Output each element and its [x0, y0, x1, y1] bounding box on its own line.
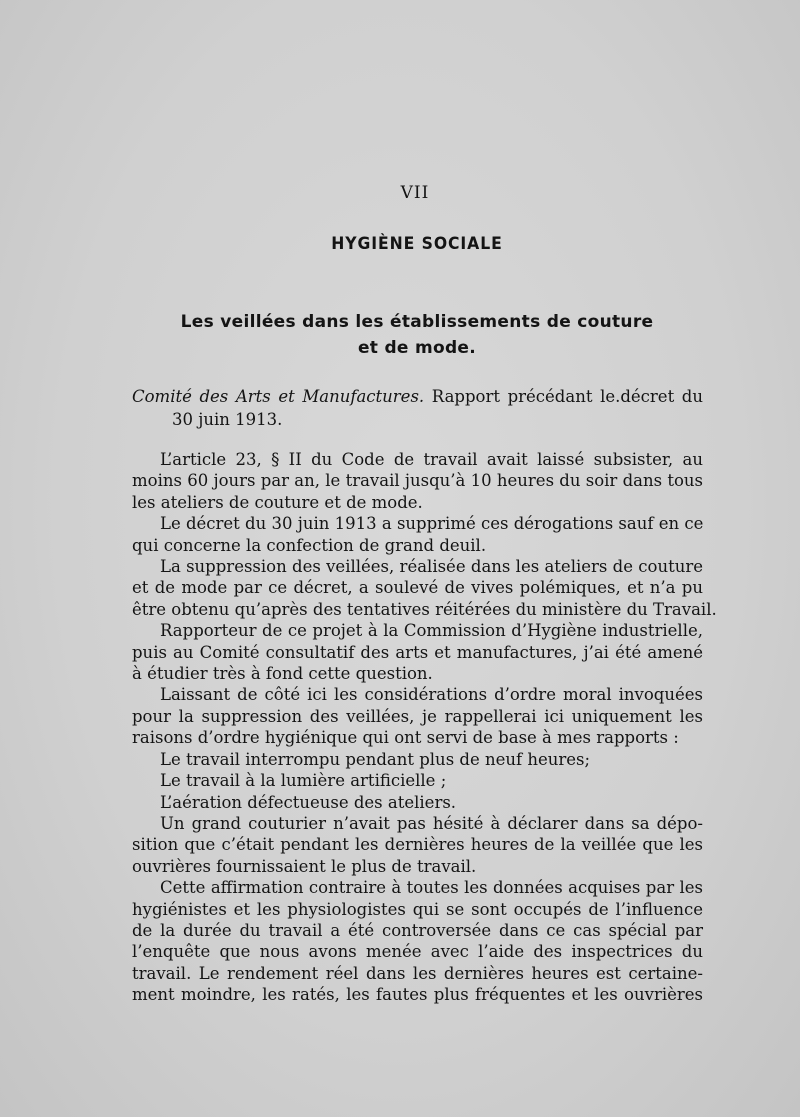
text-line: La suppression des veillées, réalisée dans les ateliers de couture: [160, 557, 703, 577]
paragraph: [132, 749, 703, 770]
text-line: ment moindre, les ratés, les fautes plus fréquentes et les ouvrières: [132, 985, 703, 1005]
text-line: les ateliers de couture et de mode.: [132, 492, 423, 512]
subtitle-line: Les veillées dans les établissements de couture: [180, 312, 654, 332]
text-line: Rapporteur de ce projet à la Commission d’Hygiène industrielle,: [160, 621, 703, 641]
source-line: [132, 385, 703, 408]
paragraph: [132, 684, 703, 748]
text-line: Le travail interrompu pendant plus de neuf heures;: [160, 749, 591, 769]
text-line: Cette affirmation contraire à toutes les données acquises par les: [160, 878, 703, 898]
text-line: être obtenu qu’après des tentatives réitérées du ministère du Travail.: [132, 599, 717, 619]
text-line: et de mode par ce décret, a soulevé de vives polémiques, et n’a pu: [132, 578, 703, 598]
text-line: Le décret du 30 juin 1913 a supprimé ces dérogations sauf en ce: [160, 514, 704, 534]
body-text: [132, 449, 717, 1006]
text-line: de la durée du travail a été controversée dans ce cas spécial par: [132, 920, 703, 940]
subtitle-line: et de mode.: [357, 338, 477, 358]
text-line: l’enquête que nous avons menée avec l’aide des inspectrices du: [132, 942, 703, 962]
source-report: Rapport précédant le.décret du: [424, 387, 703, 406]
text-line: hygiénistes et les physiologistes qui se sont occupés de l’influence: [132, 899, 703, 919]
paragraph: [132, 513, 703, 556]
text-line: puis au Comité consultatif des arts et manufactures, j’ai été amené: [132, 642, 703, 662]
paragraph: [132, 770, 703, 791]
text-line: ouvrières fournissaient le plus de travail.: [132, 856, 477, 876]
chapter-number: VII: [400, 183, 430, 203]
paragraph: [132, 620, 703, 684]
text-line: pour la suppression des veillées, je rappellerai ici uniquement les: [132, 706, 703, 726]
text-line: raisons d’ordre hygiénique qui ont servi de base à mes rapports :: [132, 728, 679, 748]
text-line: Un grand couturier n’avait pas hésité à déclarer dans sa dépo-: [160, 813, 703, 833]
text-line: Le travail à la lumière artificielle ;: [160, 771, 447, 791]
paragraph: [132, 556, 717, 620]
section-title: HYGIÈNE SOCIALE: [331, 234, 503, 254]
article-subtitle: [130, 309, 704, 361]
paragraph: [132, 792, 703, 813]
text-line: travail. Le rendement réel dans les dernières heures est certaine-: [132, 963, 703, 983]
source-reference: [132, 385, 703, 431]
paragraph: [132, 813, 703, 877]
source-date: 30 juin 1913.: [172, 410, 283, 429]
text-line: L’aération défectueuse des ateliers.: [160, 792, 457, 812]
text-line: L’article 23, § II du Code de travail avait laissé subsister, au: [160, 450, 703, 469]
paragraph: [132, 449, 703, 513]
text-line: qui concerne la confection de grand deuil.: [132, 535, 487, 555]
text-line: sition que c’était pendant les dernières heures de la veillée que les: [132, 835, 703, 855]
paragraph: [132, 877, 703, 1005]
text-line: à étudier très à fond cette question.: [132, 664, 433, 684]
text-line: moins 60 jours par an, le travail jusqu’à 10 heures du soir dans tous: [132, 471, 703, 491]
source-committee: Comité des Arts et Manufactures.: [132, 387, 425, 406]
text-line: Laissant de côté ici les considérations d’ordre moral invoquées: [160, 685, 703, 705]
